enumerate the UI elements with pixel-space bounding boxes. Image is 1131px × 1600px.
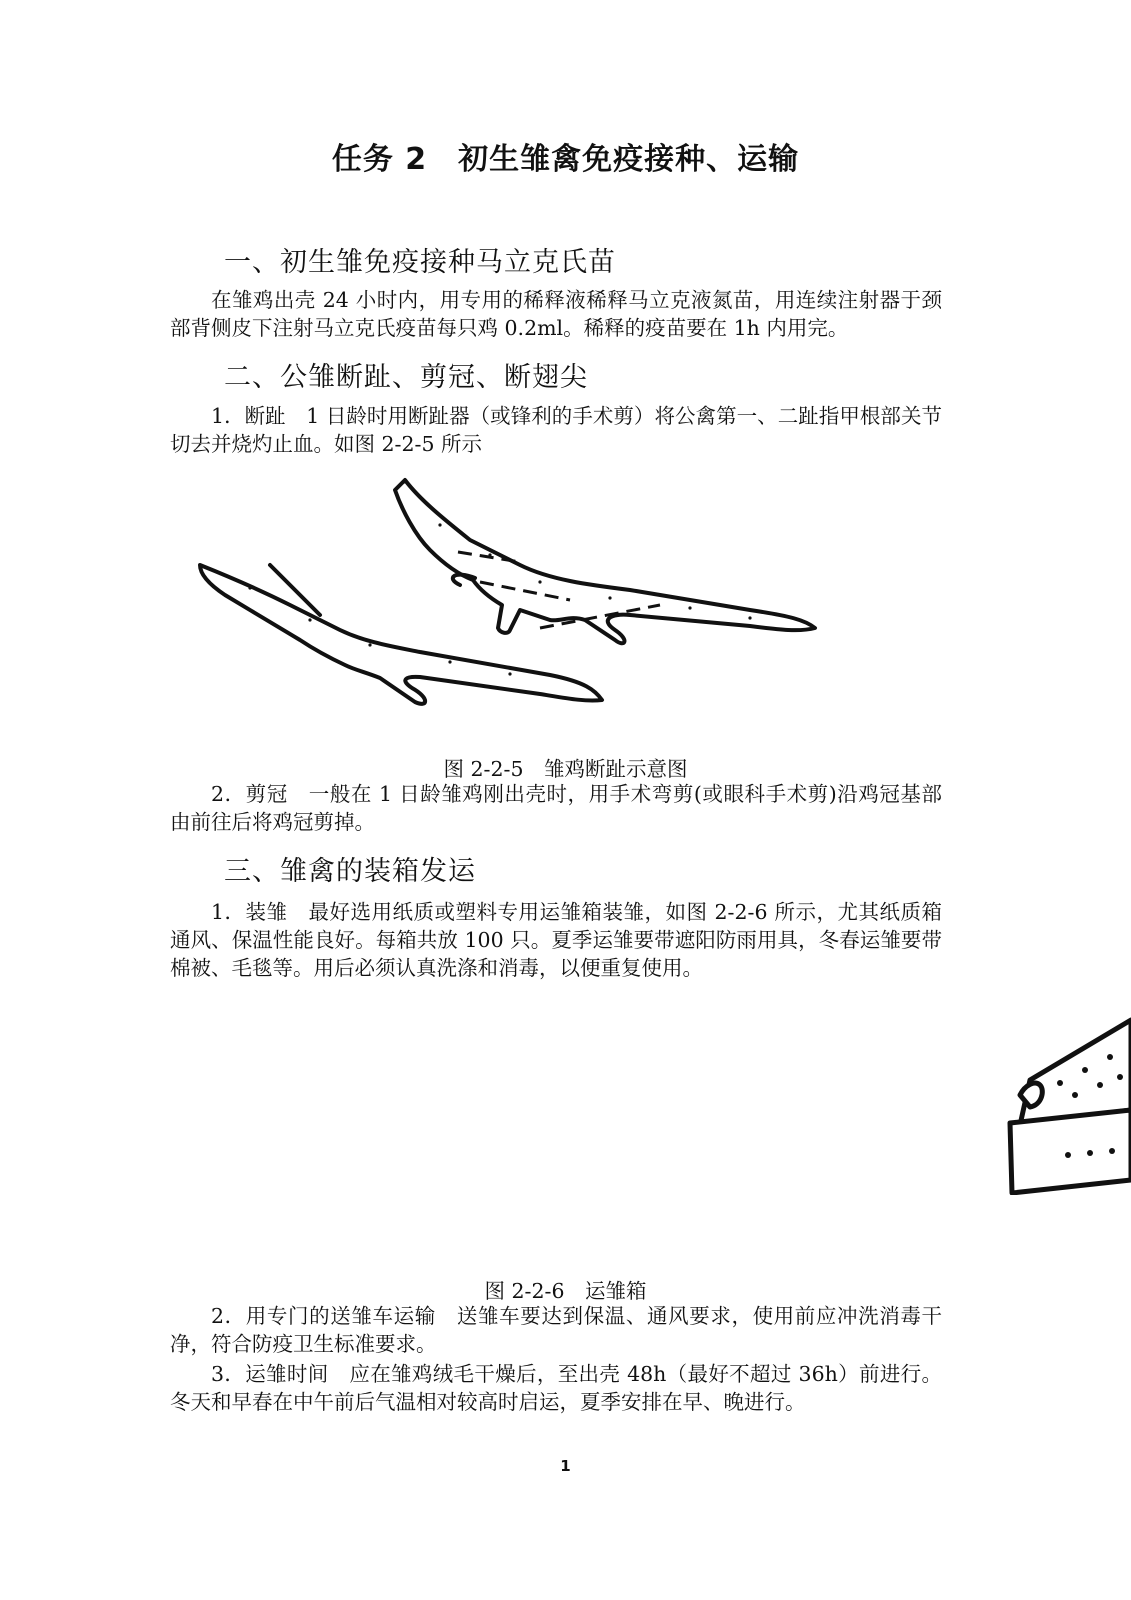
figure-caption-transport-box: 图 2-2-6 运雏箱 xyxy=(484,1279,647,1303)
paragraph-transport-time: 3．运雏时间 应在雏鸡绒毛干燥后，至出壳 48h（最好不超过 36h）前进行。冬天和早春在中午前后气温相对较高时启运，夏季安排在早、晚进行。 xyxy=(170,1362,942,1414)
section-heading-2: 二、公雏断趾、剪冠、断翅尖 xyxy=(224,362,588,393)
page-title: 任务 2 初生雏禽免疫接种、运输 xyxy=(331,142,800,177)
page-number: 1 xyxy=(560,1457,571,1475)
paragraph-dubbing: 2．剪冠 一般在 1 日龄雏鸡刚出壳时，用手术弯剪(或眼科手术剪)沿鸡冠基部由前往后将鸡冠剪掉。 xyxy=(170,782,942,834)
paragraph-toe-trimming: 1．断趾 1 日龄时用断趾器（或锋利的手术剪）将公禽第一、二趾指甲根部关节切去并烧灼止血。如图 2-2-5 所示 xyxy=(170,404,942,456)
paragraph-boxing: 1．装雏 最好选用纸质或塑料专用运雏箱装雏，如图 2-2-6 所示，尤其纸质箱通风、保温性能良好。每箱共放 100 只。夏季运雏要带遮阳防雨用具，冬春运雏要带棉被、毛毯等。用后必须认真洗涤和消毒，以便重复使用。 xyxy=(170,900,942,980)
figure-caption-toe-trimming: 图 2-2-5 雏鸡断趾示意图 xyxy=(443,757,688,781)
paragraph-vehicle: 2．用专门的送雏车运输 送雏车要达到保温、通风要求，使用前应冲洗消毒干净，符合防疫卫生标准要求。 xyxy=(170,1304,942,1356)
paragraph-vaccination: 在雏鸡出壳 24 小时内，用专用的稀释液稀释马立克液氮苗，用连续注射器于颈部背侧皮下注射马立克氏疫苗每只鸡 0.2ml。稀释的疫苗要在 1h 内用完。 xyxy=(170,288,942,340)
chick-toe-trimming-figure xyxy=(190,470,830,720)
chick-transport-box-figure xyxy=(1000,1015,1131,1195)
section-heading-1: 一、初生雏免疫接种马立克氏苗 xyxy=(224,247,616,278)
section-heading-3: 三、雏禽的装箱发运 xyxy=(224,856,476,887)
